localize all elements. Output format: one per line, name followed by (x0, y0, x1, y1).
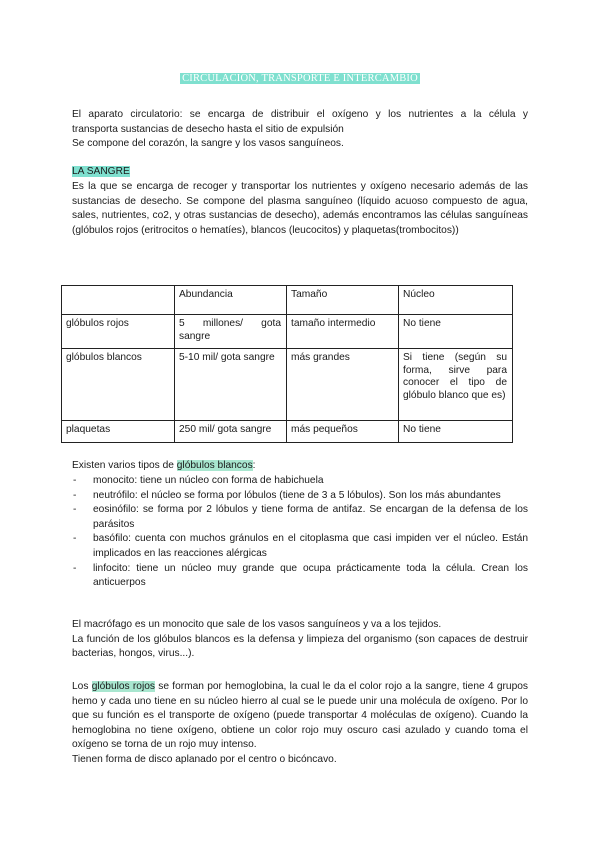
table-row (62, 315, 513, 349)
intro-line-1: El aparato circulatorio: se encarga de distribuir el oxígeno y los nutrientes a la célula y (72, 109, 528, 120)
table-header-cell: Núcleo (399, 286, 513, 315)
sangre-heading (72, 165, 130, 180)
list-item: - basófilo: cuenta con muchos gránulos en el citoplasma que casi impiden ver el núcleo. Están implicados en las reacciones alérgicas (72, 532, 528, 561)
table-cell: más pequeños (287, 421, 399, 443)
white-cell-types-list (72, 474, 528, 591)
table-header-cell (62, 286, 175, 315)
page-title-text: CIRCULACIÓN, TRANSPORTE E INTERCAMBIO (182, 73, 418, 84)
list-item: - neutrófilo: el núcleo se forma por lóbulos (tiene de 3 a 5 lóbulos). Son los más abundantes (72, 489, 528, 504)
blancos-intro-after: : (252, 460, 256, 471)
rojos-section (72, 680, 528, 768)
sangre-paragraph: Es la que se encarga de recoger y transportar los nutrientes y oxígeno necesario además de las sustancias de desecho. Se compone del plasma sanguíneo (líquido acuoso compuesto de agua, sales, nutrientes, co2, y otras sustancias de desecho), además encontramos las células sanguíneas (glóbulos rojos (eritrocitos o hematíes), blancos (leucocitos) y plaquetas(trombocitos)) (72, 181, 528, 236)
macrofago-text: El macrófago es un monocito que sale de los vasos sanguíneos y va a los tejidos. (72, 619, 442, 630)
rojos-before: Los (72, 681, 92, 692)
table-header-cell: Tamaño (287, 286, 399, 315)
blood-cells-table (61, 285, 513, 443)
table-row (62, 349, 513, 421)
table-header-row (62, 286, 513, 315)
blancos-intro (72, 459, 256, 474)
table-cell: 5 millones/ gota sangre (175, 315, 287, 349)
table-cell: más grandes (287, 349, 399, 421)
blancos-intro-highlight: glóbulos blancos (176, 460, 253, 471)
intro-line-3: Se compone del corazón, la sangre y los vasos sanguíneos. (72, 138, 344, 150)
table-cell: plaquetas (62, 421, 175, 443)
rojos-highlight: glóbulos rojos (91, 681, 155, 692)
list-item: - monocito: tiene un núcleo con forma de habichuela (72, 474, 528, 489)
rojos-paragraph (72, 680, 528, 753)
rojos-forma: Tienen forma de disco aplanado por el centro o bicóncavo. (72, 753, 337, 765)
table-cell: glóbulos blancos (62, 349, 175, 421)
intro-line-2: transporta sustancias de desecho hasta el sitio de expulsión (72, 123, 344, 135)
table-cell: glóbulos rojos (62, 315, 175, 349)
intro-section (72, 108, 528, 152)
table-cell: No tiene (399, 315, 513, 349)
list-item: - linfocito: tiene un núcleo muy grande que ocupa prácticamente toda la célula. Crean los anticuerpos (72, 562, 528, 591)
funcion-text: La función de los glóbulos blancos es la defensa y limpieza del organismo (son capaces de destruir bacterias, hongos, virus...). (72, 633, 528, 660)
table-cell: No tiene (399, 421, 513, 443)
table-cell: Si tiene (según su forma, sirve para conocer el tipo de glóbulo blanco que es) (399, 349, 513, 421)
table-row (62, 421, 513, 443)
list-item: - eosinófilo: se forma por 2 lóbulos y tiene forma de antifaz. Se encargan de la defensa de los parásitos (72, 503, 528, 532)
table-cell: 5-10 mil/ gota sangre (175, 349, 287, 421)
table-cell: 250 mil/ gota sangre (175, 421, 287, 443)
table-header-cell: Abundancia (175, 286, 287, 315)
sangre-heading-text: LA SANGRE (72, 166, 130, 177)
table-cell: tamaño intermedio (287, 315, 399, 349)
blancos-summary (72, 618, 528, 662)
blancos-intro-before: Existen varios tipos de (72, 460, 177, 471)
rojos-after: se forman por hemoglobina, la cual le da el color rojo a la sangre, tiene 4 grupos hemo y cada uno tiene en su núcleo hierro al cual se le puede unir una molécula de oxígeno. Por lo que su función es el transporte de oxígeno (puede transportar 4 moléculas de oxígeno). Cuando la hemoglobina no tiene oxígeno, obtiene un color rojo muy oscuro casi azulado y cuando toma el oxígeno se torna de un rojo muy intenso. (72, 681, 528, 751)
page-title (0, 72, 600, 87)
